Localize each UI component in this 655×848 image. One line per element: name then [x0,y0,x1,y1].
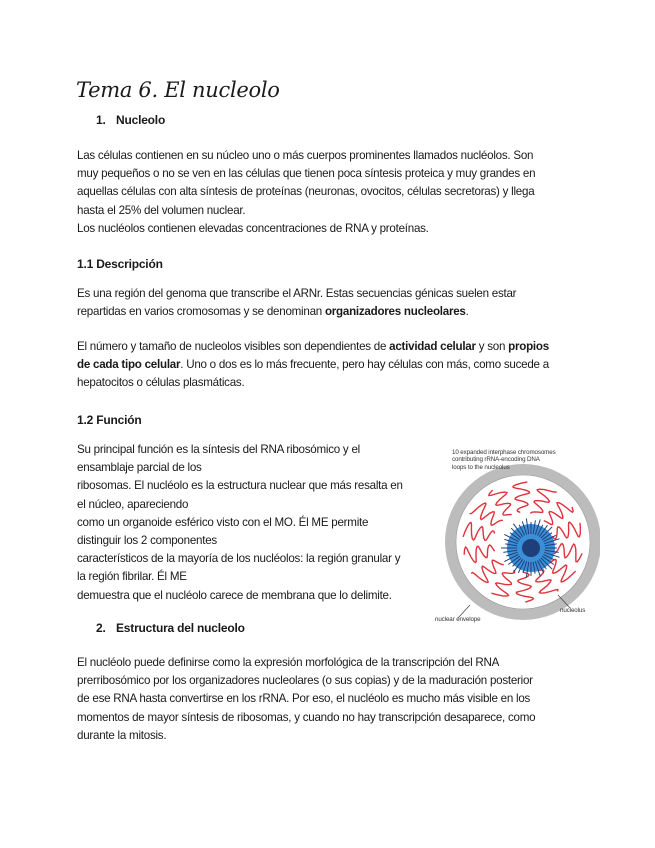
text-line: Las células contienen en su núcleo uno o más cuerpos prominentes llamados nucléolos. Son [77,149,534,162]
label-nuclear-envelope: nuclear envelope [435,616,481,623]
text-line: durante la mitosis. [77,728,167,742]
text-line: hepatocitos o células plasmáticas. [77,376,245,390]
bold-term: organizadores nucleolares [324,305,466,319]
section-1-body [77,147,577,238]
text-line: El nucléolo puede definirse como la expresión morfológica de la transcripción del RNA [77,656,500,669]
subsection-descripcion-heading: 1.1 Descripción [77,257,163,271]
text-run: . [465,305,469,319]
text-run: El número y tamaño de nucleolos visibles son dependientes de [77,340,390,353]
text-line: hasta el 25% del volumen nuclear. [77,203,246,217]
section-1-heading [96,113,165,127]
text-line: prerribosómico por los organizadores nucleolares (o sus copias) y de la maduración posterior [77,674,533,688]
section-2-title: Estructura del nucleolo [116,621,245,635]
descripcion-paragraph-1 [77,285,577,321]
label-nucleolus: nucleolus [560,607,586,614]
text-line: Es una región del genoma que transcribe el ARNr. Estas secuencias génicas suelen estar [77,287,517,300]
text-line [77,338,577,356]
text-line: de ese RNA hasta convertirse en los rRNA. Por eso, el nucléolo es mucho más visible en los [77,692,531,706]
text-line: Los nucléolos contienen elevadas concentraciones de RNA y proteínas. [77,221,429,235]
section-1-title: Nucleolo [116,113,166,127]
page-title: Tema 6. El nucleolo [76,78,280,102]
caption-line: 10 expanded interphase chromosomes [452,449,556,456]
bold-term: propios [508,340,549,353]
text-run: repartidas en varios cromosomas y se denominan [77,305,325,319]
bold-term: actividad celular [389,340,476,353]
text-run: . Uno o dos es lo más frecuente, pero hay células con más, como sucede a [180,358,549,372]
text-line: momentos de mayor síntesis de ribosomas, y cuando no hay transcripción desaparece, como [77,710,536,724]
text-run: y son [475,340,509,353]
section-2-number: 2. [96,621,106,635]
section-2-body [77,654,577,745]
caption-line: contributing rRNA-encoding DNA [452,456,540,464]
text-line: distinguir los 2 componentes [77,534,217,548]
nucleolus-diagram [430,440,600,625]
text-line: aquellas células con alta síntesis de proteínas (neuronas, ovocitos, células secretoras) y llega [77,185,535,199]
bold-term: de cada tipo celular [77,358,181,372]
section-2-heading [96,621,245,635]
text-line: demuestra que el nucléolo carece de membrana que lo delimite. [77,588,392,602]
text-line: el núcleo, apareciendo [77,497,189,511]
section-1-number: 1. [96,113,106,127]
nucleolus-fibrillar-core [522,539,540,557]
text-line: la región fibrilar. Él ME [77,570,187,584]
text-line: característicos de la mayoría de los nucléolos: la región granular y [77,552,401,566]
text-line: muy pequeños o no se ven en las células que tienen poca síntesis proteica y muy grandes en [77,167,536,181]
caption-top [452,449,556,471]
text-line [77,303,577,321]
funcion-body [77,441,425,605]
descripcion-paragraph-2 [77,338,577,393]
text-line [77,356,577,374]
text-line: ensamblaje parcial de los [77,461,202,475]
text-line: como un organoide esférico visto con el MO. Él ME permite [77,515,369,529]
subsection-funcion-heading: 1.2 Función [77,413,142,427]
text-line: Su principal función es la síntesis del RNA ribosómico y el [77,443,360,456]
caption-line: loops to the nucleolus [452,463,510,471]
text-line: ribosomas. El nucléolo es la estructura nuclear que más resalta en [77,479,403,493]
